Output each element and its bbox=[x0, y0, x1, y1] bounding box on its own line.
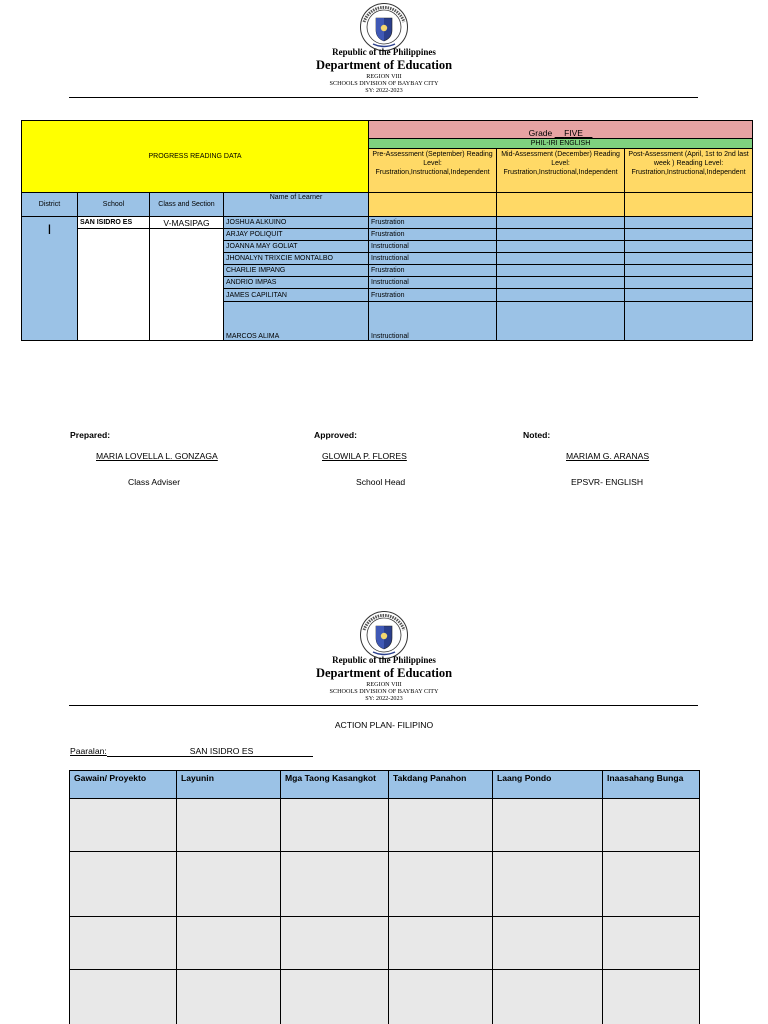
mid-level bbox=[497, 217, 625, 229]
mid-level bbox=[497, 289, 625, 302]
table-cell bbox=[177, 852, 281, 917]
progress-title: PROGRESS READING DATA bbox=[22, 121, 369, 193]
pre-level: Instructional bbox=[369, 253, 497, 265]
mga-taong-header: Mga Taong Kasangkot bbox=[281, 771, 389, 799]
table-cell bbox=[70, 852, 177, 917]
prepared-name: MARIA LOVELLA L. GONZAGA bbox=[96, 451, 218, 461]
pre-level: Instructional bbox=[369, 277, 497, 289]
letterhead-divider bbox=[69, 705, 698, 706]
post-level bbox=[625, 229, 753, 241]
table-cell bbox=[603, 799, 700, 852]
learner-name: JAMES CAPILITAN bbox=[224, 289, 369, 302]
action-plan-title: ACTION PLAN- FILIPINO bbox=[334, 720, 434, 730]
pre-level: Frustration bbox=[369, 217, 497, 229]
paaralan-label: Paaralan: bbox=[70, 746, 107, 756]
sy-label: SY: 2022-2023 bbox=[365, 87, 403, 94]
pre-level: Frustration bbox=[369, 265, 497, 277]
prepared-role: Class Adviser bbox=[128, 477, 181, 487]
mid-assessment-subheader bbox=[497, 193, 625, 217]
mid-level bbox=[497, 302, 625, 341]
table-cell bbox=[281, 917, 389, 970]
table-cell bbox=[281, 852, 389, 917]
learner-name: JOSHUA ALKUINO bbox=[224, 217, 369, 229]
table-cell bbox=[281, 799, 389, 852]
mid-level bbox=[497, 277, 625, 289]
noted-label: Noted: bbox=[523, 430, 551, 440]
sy-label: SY: 2022-2023 bbox=[365, 695, 403, 702]
post-level bbox=[625, 217, 753, 229]
prepared-label: Prepared: bbox=[70, 430, 111, 440]
mid-assessment-header: Mid-Assessment (December) Reading Level: Frustration,Instructional,Independent bbox=[497, 149, 625, 193]
table-cell bbox=[603, 970, 700, 1024]
republic-label: Republic of the Philippines bbox=[332, 655, 436, 665]
table-cell bbox=[70, 799, 177, 852]
table-row bbox=[70, 917, 700, 970]
school-value: SAN ISIDRO ES bbox=[78, 217, 150, 229]
pre-level: Frustration bbox=[369, 289, 497, 302]
action-plan-table bbox=[69, 770, 700, 1024]
learner-name: JHONALYN TRIXCIE MONTALBO bbox=[224, 253, 369, 265]
table-cell bbox=[70, 917, 177, 970]
paaralan-row bbox=[70, 746, 313, 757]
post-level bbox=[625, 241, 753, 253]
post-level bbox=[625, 265, 753, 277]
gawain-header: Gawain/ Proyekto bbox=[70, 771, 177, 799]
table-cell bbox=[493, 852, 603, 917]
grade-header bbox=[369, 121, 753, 139]
learner-name: ARJAY POLIQUIT bbox=[224, 229, 369, 241]
deped-seal-icon bbox=[359, 2, 409, 52]
post-assessment-header: Post-Assessment (April, 1st to 2nd last week ) Reading Level: Frustration,Instructional,Independent bbox=[625, 149, 753, 193]
table-cell bbox=[177, 917, 281, 970]
table-row bbox=[70, 970, 700, 1024]
layunin-header: Layunin bbox=[177, 771, 281, 799]
table-cell bbox=[389, 852, 493, 917]
inaasahang-bunga-header: Inaasahang Bunga bbox=[603, 771, 700, 799]
laang-pondo-header: Laang Pondo bbox=[493, 771, 603, 799]
letterhead-divider bbox=[69, 97, 698, 98]
pre-level: Instructional bbox=[369, 302, 497, 341]
post-level bbox=[625, 277, 753, 289]
post-level bbox=[625, 253, 753, 265]
table-cell bbox=[389, 917, 493, 970]
mid-level bbox=[497, 241, 625, 253]
region-label: REGION VIII bbox=[366, 73, 402, 80]
school-column-header: School bbox=[78, 193, 150, 217]
table-cell bbox=[493, 799, 603, 852]
division-label: SCHOOLS DIVISION OF BAYBAY CITY bbox=[329, 688, 439, 695]
table-cell bbox=[389, 799, 493, 852]
table-cell bbox=[177, 799, 281, 852]
learner-column-header: Name of Learner bbox=[224, 193, 369, 217]
table-cell bbox=[70, 970, 177, 1024]
republic-label: Republic of the Philippines bbox=[332, 47, 436, 57]
pre-assessment-subheader bbox=[369, 193, 497, 217]
table-row bbox=[22, 229, 753, 241]
mid-level bbox=[497, 253, 625, 265]
table-cell bbox=[177, 970, 281, 1024]
region-label: REGION VIII bbox=[366, 681, 402, 688]
approved-name: GLOWILA P. FLORES bbox=[322, 451, 407, 461]
table-row bbox=[70, 852, 700, 917]
paaralan-value: SAN ISIDRO ES bbox=[107, 746, 313, 757]
progress-reading-table bbox=[21, 120, 753, 341]
pre-level: Instructional bbox=[369, 241, 497, 253]
post-level bbox=[625, 289, 753, 302]
table-cell bbox=[281, 970, 389, 1024]
learner-name: ANDRIO IMPAS bbox=[224, 277, 369, 289]
table-row bbox=[70, 799, 700, 852]
table-cell bbox=[493, 917, 603, 970]
noted-role: EPSVR- ENGLISH bbox=[571, 477, 644, 487]
mid-level bbox=[497, 229, 625, 241]
table-cell bbox=[389, 970, 493, 1024]
mid-level bbox=[497, 265, 625, 277]
learner-name: CHARLIE IMPANG bbox=[224, 265, 369, 277]
pre-assessment-header: Pre-Assessment (September) Reading Level: Frustration,Instructional,Independent bbox=[369, 149, 497, 193]
district-value: I bbox=[22, 217, 78, 341]
table-cell bbox=[603, 852, 700, 917]
district-column-header: District bbox=[22, 193, 78, 217]
table-row bbox=[22, 217, 753, 229]
noted-name: MARIAM G. ARANAS bbox=[566, 451, 650, 461]
learner-name: JOANNA MAY GOLIAT bbox=[224, 241, 369, 253]
deped-seal-icon bbox=[359, 610, 409, 660]
approved-role: School Head bbox=[356, 477, 406, 487]
grade-label: Grade bbox=[528, 128, 553, 138]
division-label: SCHOOLS DIVISION OF BAYBAY CITY bbox=[329, 80, 439, 87]
table-cell bbox=[493, 970, 603, 1024]
learner-name: MARCOS ALIMA bbox=[224, 302, 369, 341]
department-label: Department of Education bbox=[315, 666, 453, 680]
table-cell bbox=[603, 917, 700, 970]
post-assessment-subheader bbox=[625, 193, 753, 217]
pre-level: Frustration bbox=[369, 229, 497, 241]
post-level bbox=[625, 302, 753, 341]
section-value: V-MASIPAG bbox=[150, 217, 224, 229]
approved-label: Approved: bbox=[314, 430, 357, 440]
test-label: PHIL-IRI ENGLISH bbox=[369, 139, 753, 149]
section-blank bbox=[150, 229, 224, 341]
grade-value: FIVE bbox=[564, 128, 583, 138]
takdang-panahon-header: Takdang Panahon bbox=[389, 771, 493, 799]
department-label: Department of Education bbox=[315, 58, 453, 72]
section-column-header: Class and Section bbox=[150, 193, 224, 217]
school-blank bbox=[78, 229, 150, 341]
